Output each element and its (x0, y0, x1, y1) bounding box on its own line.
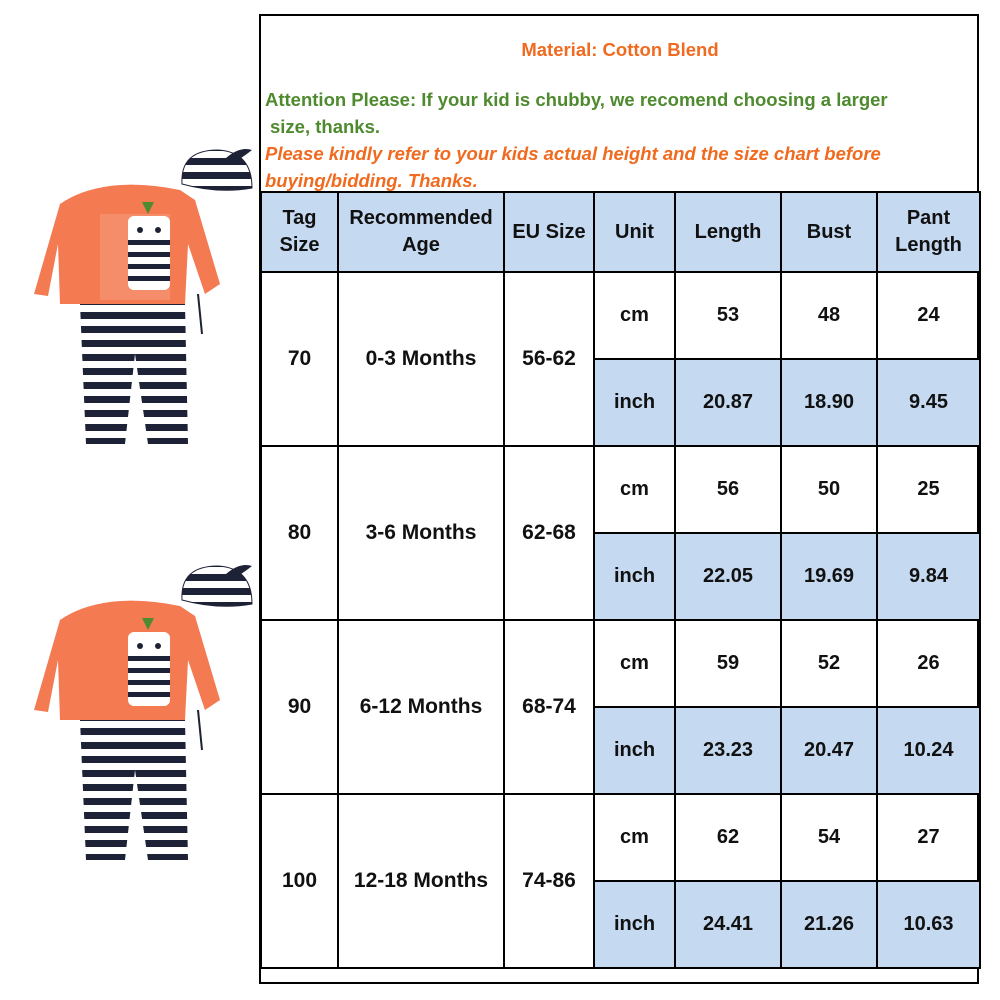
pant-length-cell: 25 (877, 446, 980, 533)
length-cell: 24.41 (675, 881, 781, 968)
table-header-row (261, 192, 980, 272)
bust-cell: 52 (781, 620, 877, 707)
unit-cell: cm (594, 272, 675, 359)
hat-image (182, 565, 252, 606)
age-cell: 0-3 Months (338, 272, 504, 446)
hat-image (182, 149, 252, 190)
header-recommended-age: Recommended Age (338, 192, 504, 272)
bust-cell: 18.90 (781, 359, 877, 446)
unit-cell: inch (594, 359, 675, 446)
romper-with-hat-image (30, 560, 260, 860)
pant-length-cell: 24 (877, 272, 980, 359)
unit-cell: cm (594, 446, 675, 533)
age-cell: 6-12 Months (338, 620, 504, 794)
pant-length-cell: 10.24 (877, 707, 980, 794)
unit-cell: inch (594, 533, 675, 620)
unit-cell: cm (594, 794, 675, 881)
romper-with-hat-image (30, 144, 260, 444)
pant-length-cell: 26 (877, 620, 980, 707)
header-length: Length (675, 192, 781, 272)
table-row (261, 620, 980, 707)
header-tag-size: Tag Size (261, 192, 338, 272)
length-cell: 23.23 (675, 707, 781, 794)
tag-size-cell: 70 (261, 272, 338, 446)
table-row (261, 272, 980, 359)
bust-cell: 21.26 (781, 881, 877, 968)
romper-image (34, 185, 220, 444)
length-cell: 20.87 (675, 359, 781, 446)
size-chart-note-continued: buying/bidding. Thanks. (265, 170, 478, 191)
tag-size-cell: 80 (261, 446, 338, 620)
eu-size-cell: 56-62 (504, 272, 594, 446)
bust-cell: 54 (781, 794, 877, 881)
pant-length-cell: 9.84 (877, 533, 980, 620)
pant-length-cell: 10.63 (877, 881, 980, 968)
length-cell: 53 (675, 272, 781, 359)
unit-cell: cm (594, 620, 675, 707)
length-cell: 62 (675, 794, 781, 881)
attention-note-continued: size, thanks. (270, 116, 381, 137)
bust-cell: 48 (781, 272, 877, 359)
product-notes (261, 14, 979, 192)
eu-size-cell: 74-86 (504, 794, 594, 968)
unit-cell: inch (594, 881, 675, 968)
eu-size-cell: 62-68 (504, 446, 594, 620)
tag-size-cell: 100 (261, 794, 338, 968)
table-row (261, 446, 980, 533)
tag-size-cell: 90 (261, 620, 338, 794)
bust-cell: 19.69 (781, 533, 877, 620)
table-row (261, 794, 980, 881)
size-chart-note: Please kindly refer to your kids actual height and the size chart before (265, 143, 881, 164)
age-cell: 12-18 Months (338, 794, 504, 968)
header-unit: Unit (594, 192, 675, 272)
age-cell: 3-6 Months (338, 446, 504, 620)
product-image-panel (20, 14, 261, 984)
material-note: Material: Cotton Blend (521, 39, 719, 60)
header-pant-length: Pant Length (877, 192, 980, 272)
eu-size-cell: 68-74 (504, 620, 594, 794)
pant-length-cell: 9.45 (877, 359, 980, 446)
header-eu-size: EU Size (504, 192, 594, 272)
length-cell: 56 (675, 446, 781, 533)
romper-image (34, 601, 220, 860)
header-bust: Bust (781, 192, 877, 272)
length-cell: 22.05 (675, 533, 781, 620)
pant-length-cell: 27 (877, 794, 980, 881)
length-cell: 59 (675, 620, 781, 707)
attention-note: Attention Please: If your kid is chubby, we recomend choosing a larger (265, 89, 888, 110)
bust-cell: 20.47 (781, 707, 877, 794)
bust-cell: 50 (781, 446, 877, 533)
size-chart-table (260, 191, 981, 969)
unit-cell: inch (594, 707, 675, 794)
